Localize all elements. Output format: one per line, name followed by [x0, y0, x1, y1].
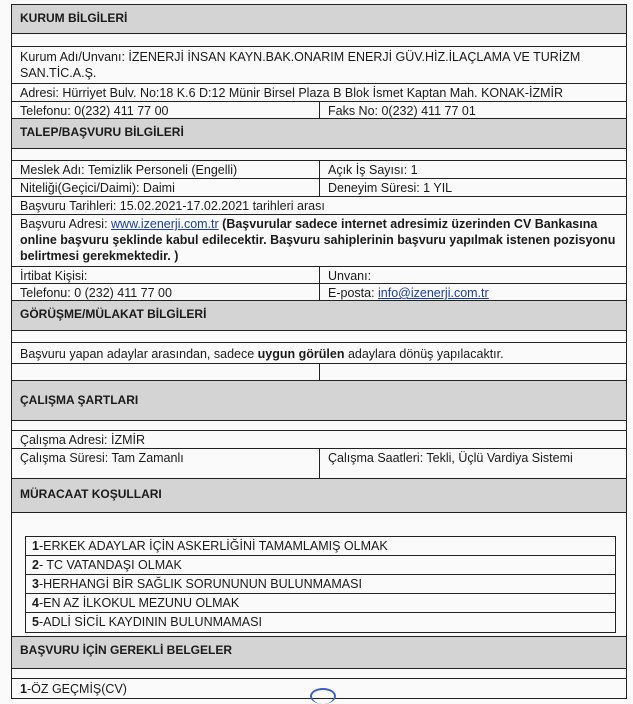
section-title: BAŞVURU İÇİN GEREKLİ BELGELER	[20, 643, 233, 657]
muracaat-item	[26, 613, 615, 632]
stamp-mark	[310, 688, 336, 704]
irtibat-row	[12, 267, 626, 284]
section-title: ÇALIŞMA ŞARTLARI	[20, 393, 139, 407]
muracaat-list	[25, 536, 616, 633]
spacer-row	[12, 34, 626, 47]
section-gorusme-title	[12, 301, 626, 331]
section-title: TALEP/BAŞVURU BİLGİLERİ	[20, 125, 184, 139]
spacer-row	[12, 669, 626, 679]
muracaat-list-row	[12, 513, 626, 637]
item-text: -ERKEK ADAYLAR İÇİN ASKERLİĞİNİ TAMAMLAMIŞ OLMAK	[38, 539, 388, 553]
deneyim-suresi: Deneyim Süresi: 1 YIL	[328, 181, 453, 195]
item-text: -ADLİ SİCİL KAYDININ BULUNMAMASI	[38, 615, 262, 629]
kurum-name: Kurum Adı/Unvanı: İZENERJİ İNSAN KAYN.BAK.ONARIM ENERJİ GÜV.HİZ.İLAÇLAMA VE TURİZM SAN.TİC.A.Ş.	[12, 47, 626, 84]
spacer-row	[12, 421, 626, 431]
irtibat-kisisi: İrtibat Kişisi:	[12, 267, 320, 283]
muracaat-item	[26, 575, 615, 594]
section-talep-title	[12, 119, 626, 149]
muracaat-item	[26, 556, 615, 575]
section-kurum-title	[12, 4, 626, 34]
email-link[interactable]: info@izenerji.com.tr	[378, 286, 489, 300]
section-muracaat-title	[12, 479, 626, 513]
section-title: MÜRACAAT KOŞULLARI	[20, 487, 162, 501]
meslek-adi: Meslek Adı: Temizlik Personeli (Engelli)	[12, 161, 320, 178]
item-number: 2	[32, 558, 39, 572]
niteligi: Niteliği(Geçici/Daimi): Daimi	[12, 179, 320, 196]
kurum-fax: Faks No: 0(232) 411 77 01	[328, 104, 476, 118]
talep-row-1	[12, 161, 626, 179]
kurum-phone: Telefonu: 0(232) 411 77 00	[12, 102, 320, 118]
spacer-row	[12, 149, 626, 161]
basvuru-adresi: Başvuru Adresi: www.izenerji.com.tr (Başvurular sadece internet adresimiz üzerinden CV Bankasına online başvuru şeklinde kabul edilecektir. Başvuru sahiplerinin başvuru yapılmak istenen pozisyonu belirtmesi gerekmektedir. )	[12, 215, 626, 267]
item-text: -HERHANGİ BİR SAĞLIK SORUNUNUN BULUNMAMASI	[38, 577, 362, 591]
acik-is-sayisi: Açık İş Sayısı: 1	[328, 163, 418, 177]
item-text: -EN AZ İLKOKUL MEZUNU OLMAK	[38, 596, 240, 610]
item-number: 1	[32, 539, 39, 553]
calisma-adresi: Çalışma Adresi: İZMİR	[12, 431, 626, 449]
calisma-saatleri: Çalışma Saatleri: Tekli, Üçlü Vardiya Sistemi	[328, 451, 573, 465]
eposta: E-posta: info@izenerji.com.tr	[328, 286, 489, 300]
item-number: 5	[32, 615, 39, 629]
calisma-suresi: Çalışma Süresi: Tam Zamanlı	[12, 449, 320, 478]
muracaat-item	[26, 594, 615, 613]
website-link[interactable]: www.izenerji.com.tr	[111, 217, 219, 231]
item-number: 1	[20, 682, 27, 696]
section-calisma-title	[12, 381, 626, 421]
telefonu: Telefonu: 0 (232) 411 77 00	[12, 284, 320, 300]
calisma-row	[12, 449, 626, 479]
talep-row-2	[12, 179, 626, 197]
item-text: -ÖZ GEÇMİŞ(CV)	[26, 682, 127, 696]
gorusme-text: Başvuru yapan adaylar arasından, sadece uygun görülen adaylara dönüş yapılacaktır.	[12, 343, 626, 364]
iletisim-row	[12, 284, 626, 301]
section-title: GÖRÜŞME/MÜLAKAT BİLGİLERİ	[20, 307, 207, 321]
section-belgeler-title	[12, 637, 626, 669]
unvani: Unvanı:	[328, 269, 372, 283]
spacer-row	[12, 331, 626, 343]
kurum-contact-row	[12, 102, 626, 119]
basvuru-tarihleri: Başvuru Tarihleri: 15.02.2021-17.02.2021 tarihleri arası	[12, 197, 626, 215]
item-number: 4	[32, 596, 39, 610]
muracaat-item	[26, 537, 615, 556]
item-number: 3	[32, 577, 39, 591]
item-text: - TC VATANDAŞI OLMAK	[38, 558, 182, 572]
kurum-address: Adresi: Hürriyet Bulv. No:18 K.6 D:12 Münir Birsel Plaza B Blok İsmet Kaptan Mah. KONAK-İZMİR	[12, 84, 626, 102]
empty-row	[12, 364, 626, 381]
section-title: KURUM BİLGİLERİ	[20, 11, 128, 25]
job-posting-form	[11, 4, 627, 699]
